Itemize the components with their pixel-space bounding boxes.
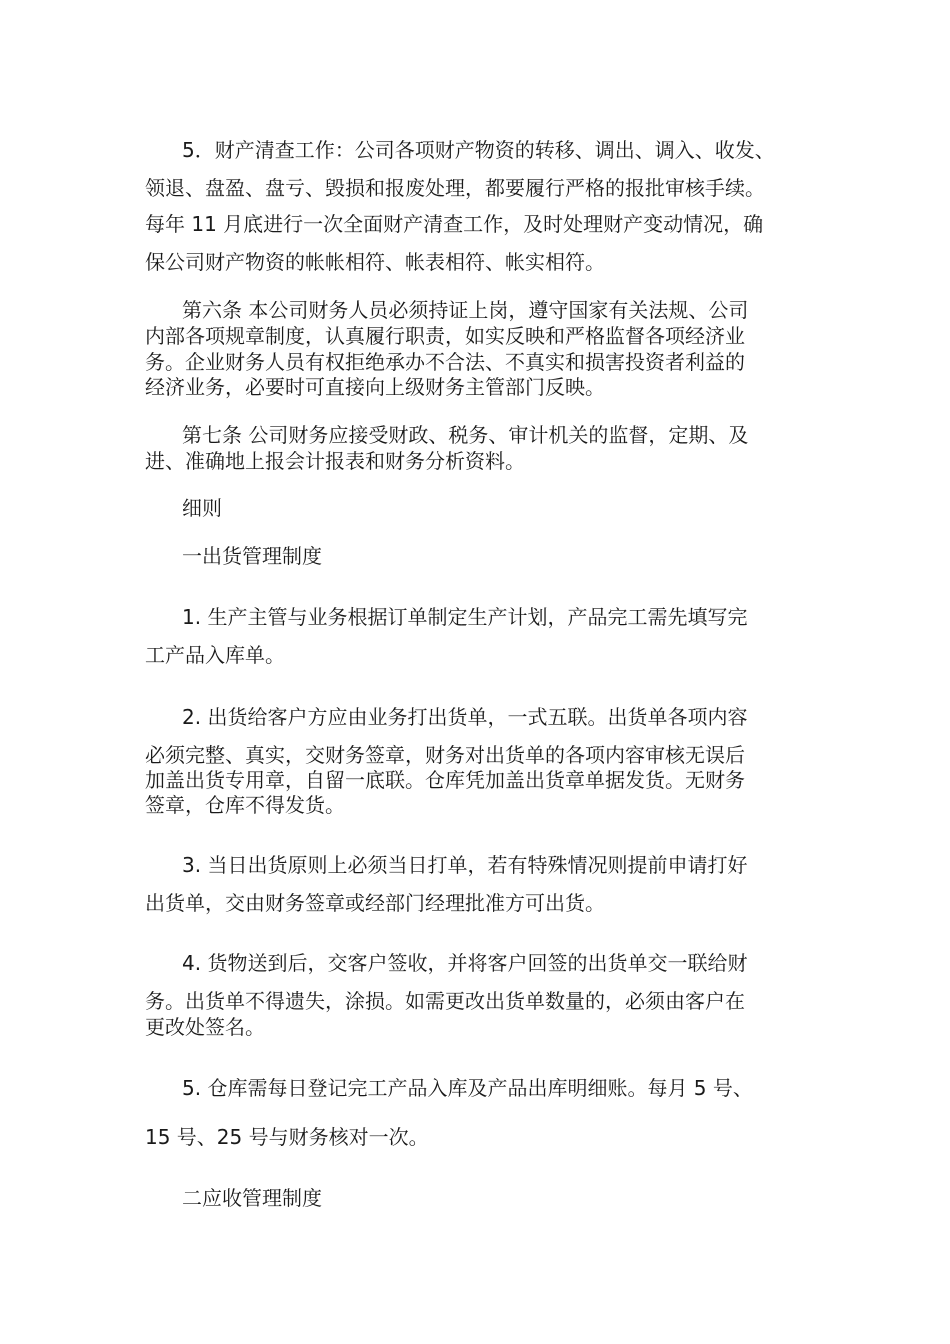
text-line: 经济业务，必要时可直接向上级财务主管部门反映。 [145,375,605,399]
text-line: 更改处签名。 [145,1015,265,1039]
text-line: 第七条 公司财务应接受财政、税务、审计机关的监督，定期、及 [182,423,749,447]
text-line: 每年 11 月底进行一次全面财产清查工作，及时处理财产变动情况，确 [145,212,764,236]
text-line: 第六条 本公司财务人员必须持证上岗，遵守国家有关法规、公司 [182,298,749,322]
section-heading: 一出货管理制度 [182,544,322,568]
text-line: 2. 出货给客户方应由业务打出货单，一式五联。出货单各项内容 [182,705,748,729]
text-line: 务。企业财务人员有权拒绝承办不合法、不真实和损害投资者利益的 [145,350,745,374]
text-line: 内部各项规章制度，认真履行职责，如实反映和严格监督各项经济业 [145,324,745,348]
text-line: 工产品入库单。 [145,643,285,667]
text-line: 保公司财产物资的帐帐相符、帐表相符、帐实相符。 [145,250,605,274]
text-line: 出货单，交由财务签章或经部门经理批准方可出货。 [145,891,605,915]
text-line: 必须完整、真实，交财务签章，财务对出货单的各项内容审核无误后 [145,743,745,767]
text-line: 1. 生产主管与业务根据订单制定生产计划，产品完工需先填写完 [182,605,748,629]
text-line: 4. 货物送到后，交客户签收，并将客户回签的出货单交一联给财 [182,951,748,975]
text-line: 加盖出货专用章，自留一底联。仓库凭加盖出货章单据发货。无财务 [145,768,745,792]
text-line: 领退、盘盈、盘亏、毁损和报废处理，都要履行严格的报批审核手续。 [145,176,765,200]
section-heading: 细则 [182,496,222,520]
section-heading: 二应收管理制度 [182,1186,322,1210]
text-line: 3. 当日出货原则上必须当日打单，若有特殊情况则提前申请打好 [182,853,748,877]
text-line: 务。出货单不得遗失，涂损。如需更改出货单数量的，必须由客户在 [145,989,745,1013]
text-line: 签章，仓库不得发货。 [145,793,345,817]
text-line: 15 号、25 号与财务核对一次。 [145,1125,429,1149]
text-line: 进、准确地上报会计报表和财务分析资料。 [145,449,525,473]
text-line: 5．财产清查工作：公司各项财产物资的转移、调出、调入、收发、 [182,138,775,162]
text-line: 5. 仓库需每日登记完工产品入库及产品出库明细账。每月 5 号、 [182,1076,753,1100]
